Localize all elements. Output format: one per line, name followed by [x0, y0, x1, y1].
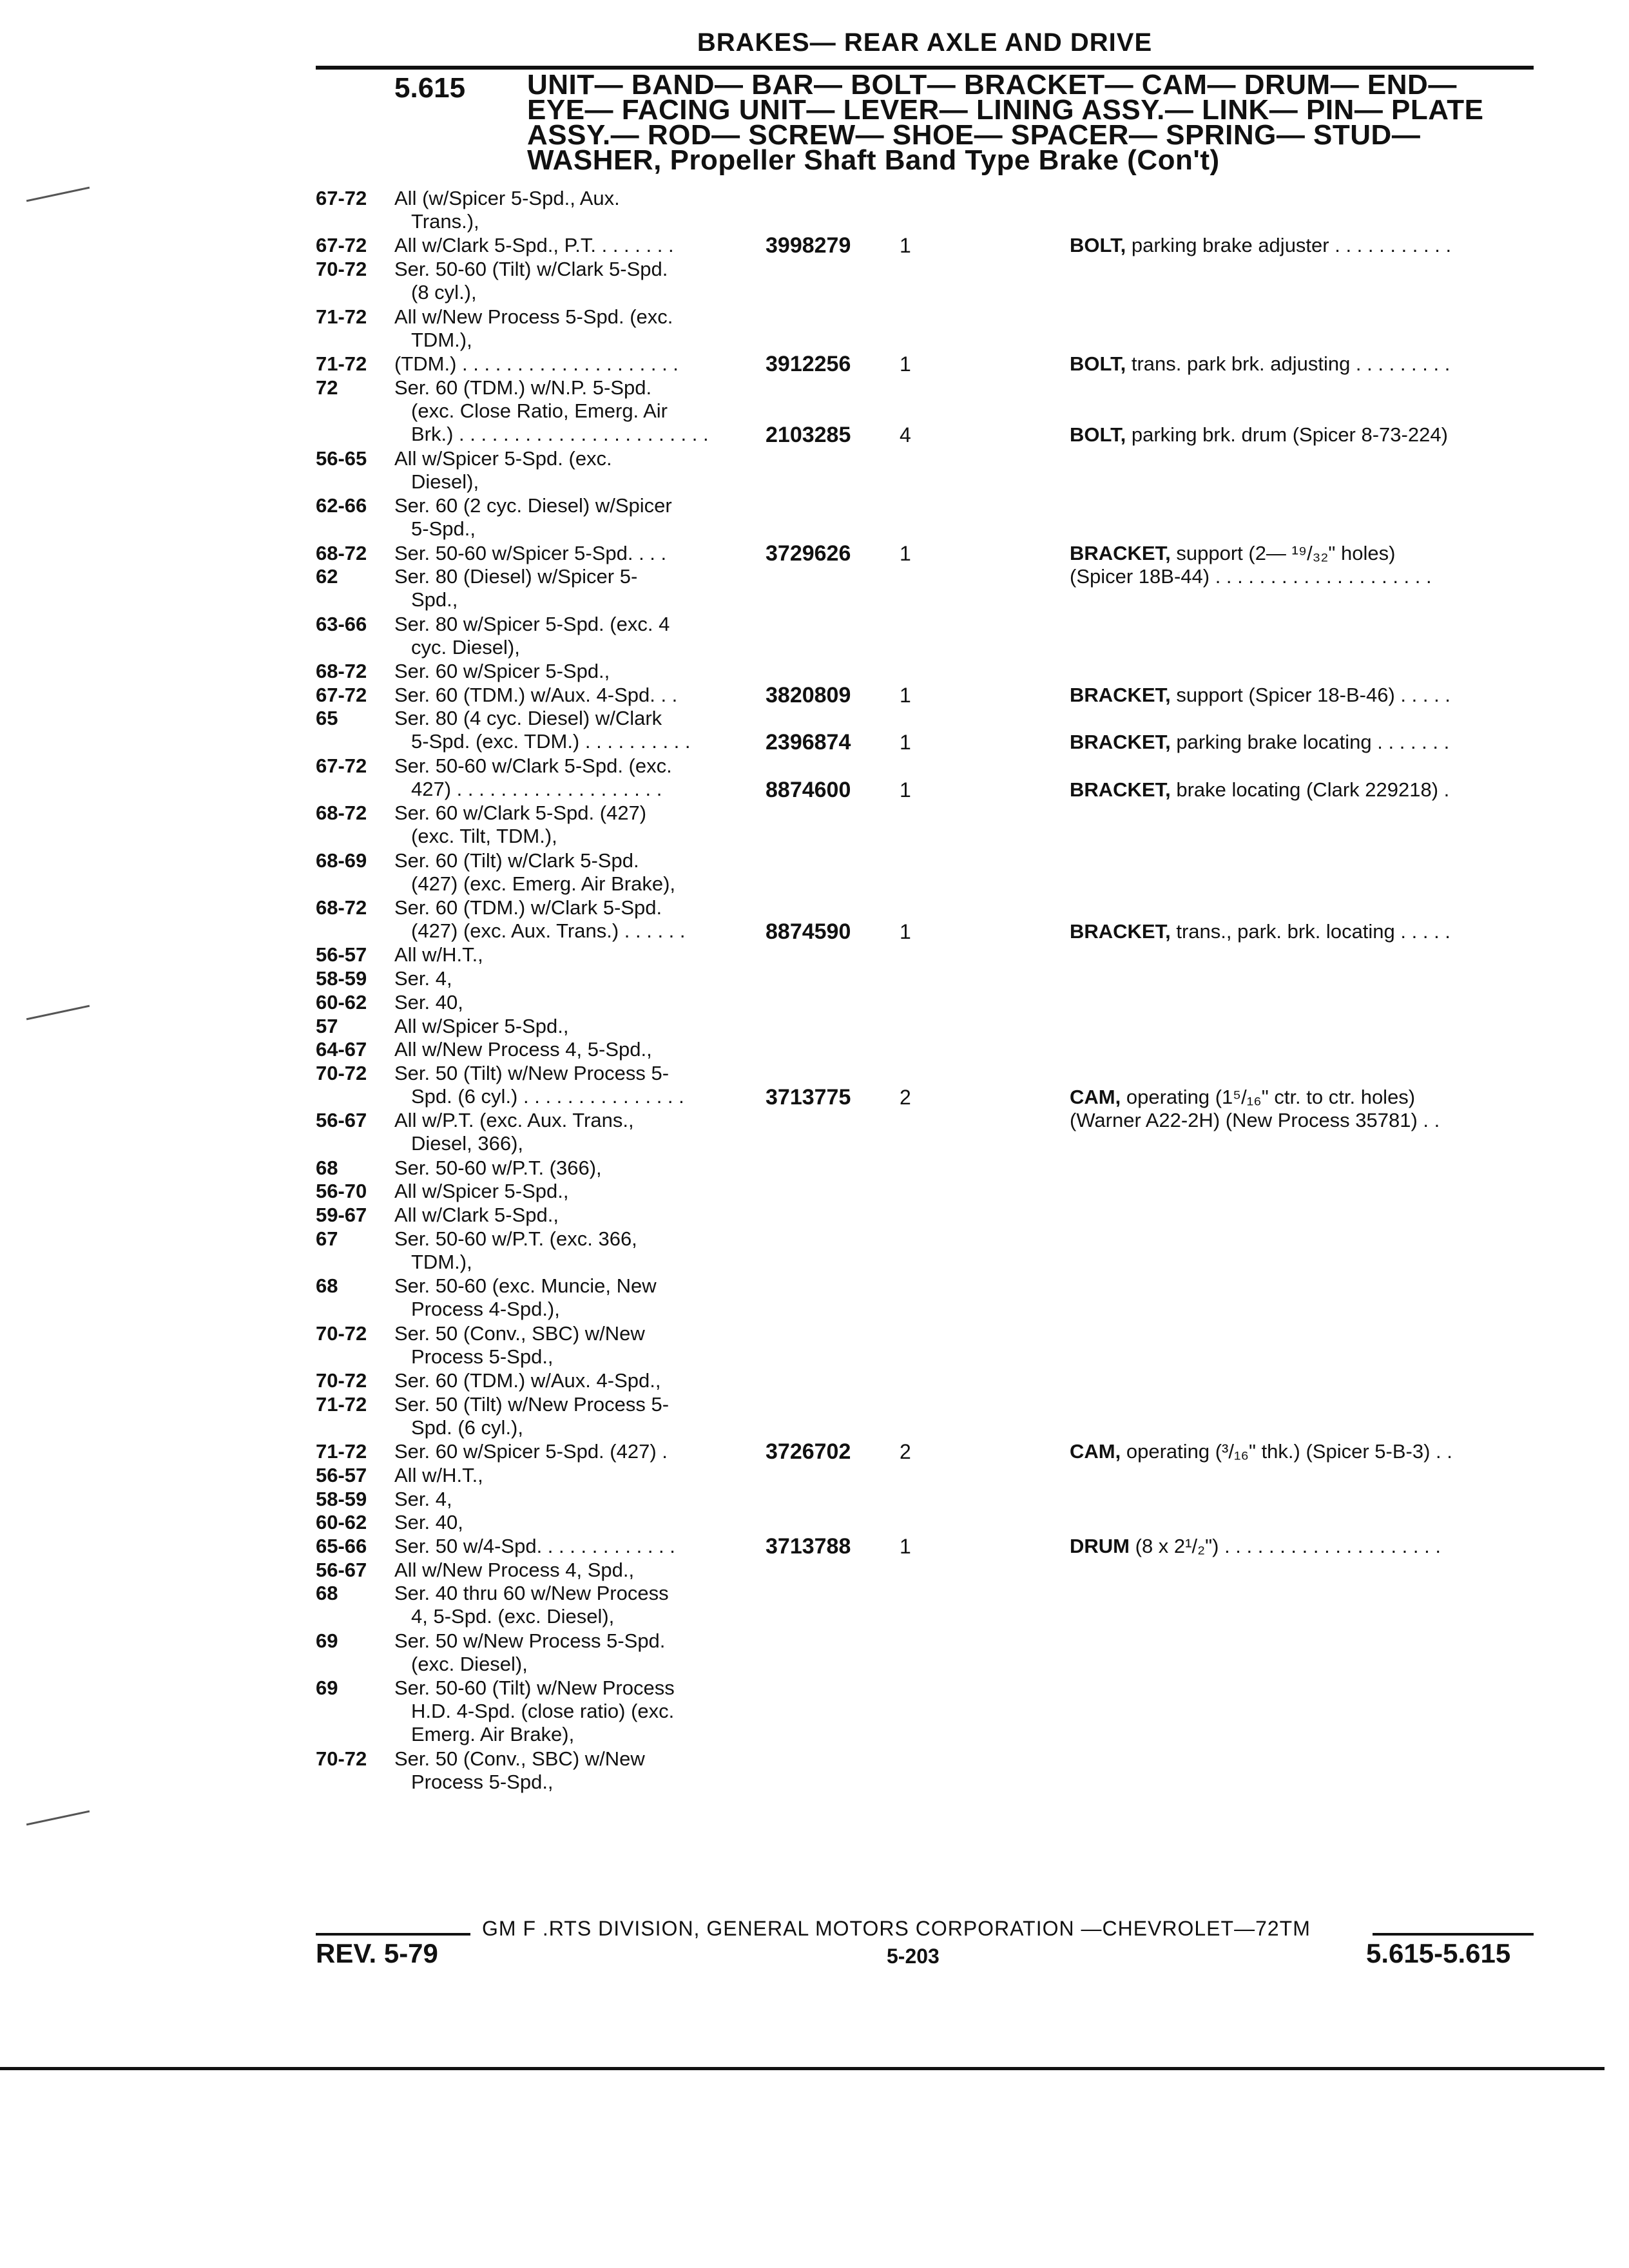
part-name: BRACKET,	[1070, 683, 1171, 706]
punch-mark	[26, 1811, 90, 1826]
application-line: Spd. (6 cyl.) . . . . . . . . . . . . . . .	[411, 1084, 684, 1108]
punch-mark	[26, 1005, 90, 1021]
application-line: TDM.),	[411, 328, 472, 351]
entry-application	[394, 1038, 742, 1061]
part-number: 3820809	[766, 682, 851, 707]
footer-rule-right	[1373, 1933, 1534, 1936]
application-line: Ser. 4,	[394, 1487, 452, 1510]
application-line: Trans.),	[411, 210, 479, 233]
application-line: Ser. 40,	[394, 990, 463, 1014]
application-line: All w/New Process 4, 5-Spd.,	[394, 1038, 652, 1061]
application-line: Spd.,	[411, 588, 458, 611]
quantity: 4	[900, 423, 911, 447]
part-detail: support (2— ¹⁹/₃₂" holes)	[1176, 541, 1396, 564]
part-description	[1070, 1440, 1534, 1463]
entry-application	[394, 1488, 742, 1511]
part-description	[1070, 542, 1534, 588]
application-line: Ser. 50-60 (Tilt) w/Clark 5-Spd.	[394, 258, 668, 281]
part-detail: operating (³/₁₆" thk.) (Spicer 5-B-3) . .	[1126, 1440, 1452, 1463]
part-number: 3713788	[766, 1533, 851, 1559]
application-line: Ser. 80 (Diesel) w/Spicer 5-	[394, 565, 638, 588]
application-line: All w/Clark 5-Spd.,	[394, 1204, 559, 1227]
part-name: BRACKET,	[1070, 731, 1171, 754]
application-line: Ser. 60 (2 cyc. Diesel) w/Spicer	[394, 494, 672, 517]
entry-years: 56-57	[316, 943, 367, 966]
entry-years: 68-72	[316, 802, 367, 825]
part-detail: operating (1⁵/₁₆" ctr. to ctr. holes)	[1126, 1085, 1416, 1108]
application-line: (exc. Diesel),	[411, 1652, 528, 1675]
entry-application	[394, 1747, 742, 1794]
quantity: 1	[900, 234, 911, 258]
entry-years: 58-59	[316, 967, 367, 990]
entry-years: 68	[316, 1274, 338, 1298]
entry-application	[394, 1559, 742, 1582]
application-line: Ser. 60 (Tilt) w/Clark 5-Spd.	[394, 849, 639, 872]
part-detail: parking brake adjuster . . . . . . . . . . .	[1131, 234, 1452, 257]
entry-application	[394, 447, 742, 494]
entry-application	[394, 660, 742, 683]
entry-application	[394, 1062, 742, 1108]
application-line: All w/Spicer 5-Spd.,	[394, 1180, 569, 1203]
quantity: 1	[900, 731, 911, 754]
entry-years: 60-62	[316, 1511, 367, 1534]
application-line: Spd. (6 cyl.),	[411, 1416, 523, 1439]
entry-application	[394, 1157, 742, 1180]
quantity: 2	[900, 1440, 911, 1464]
application-line: Ser. 50 (Tilt) w/New Process 5-	[394, 1392, 670, 1416]
entry-application	[394, 1464, 742, 1487]
application-line: Ser. 40 thru 60 w/New Process	[394, 1582, 669, 1605]
entry-application	[394, 684, 742, 707]
entry-application	[394, 1511, 742, 1534]
entry-years: 58-59	[316, 1487, 367, 1510]
application-line: Emerg. Air Brake),	[411, 1723, 575, 1746]
footer-division: GM F .RTS DIVISION, GENERAL MOTORS CORPORATION —CHEVROLET—72TM	[482, 1917, 1311, 1940]
part-name: DRUM	[1070, 1534, 1130, 1557]
entry-application	[394, 1180, 742, 1203]
application-line: All w/P.T. (exc. Aux. Trans.,	[394, 1109, 634, 1132]
section-title-line: EYE— FACING UNIT— LEVER— LINING ASSY.— LINK— PIN— PLATE	[527, 94, 1484, 126]
application-line: Ser. 50-60 (exc. Muncie, New	[394, 1274, 657, 1298]
section-number: 5.615	[394, 72, 466, 104]
part-detail: parking brake locating . . . . . . .	[1176, 731, 1450, 754]
part-number: 3726702	[766, 1439, 851, 1465]
application-line: Brk.) . . . . . . . . . . . . . . . . . . . . . . .	[411, 422, 709, 445]
part-detail: trans. park brk. adjusting . . . . . . . . .	[1131, 352, 1451, 375]
entry-years: 69	[316, 1629, 338, 1652]
entry-years: 60-62	[316, 990, 367, 1014]
entry-years: 71-72	[316, 305, 367, 328]
part-number: 8874600	[766, 777, 851, 802]
application-line: Ser. 40,	[394, 1511, 463, 1534]
application-line: Ser. 50-60 w/P.T. (exc. 366,	[394, 1227, 637, 1250]
application-line: (427) (exc. Emerg. Air Brake),	[411, 872, 676, 895]
application-line: Ser. 60 (TDM.) w/N.P. 5-Spd.	[394, 376, 652, 399]
application-line: All w/New Process 4, Spd.,	[394, 1558, 635, 1581]
entry-application	[394, 967, 742, 990]
entry-application	[394, 258, 742, 304]
entry-years: 71-72	[316, 352, 367, 375]
entry-years: 68-72	[316, 660, 367, 682]
entry-years: 72	[316, 376, 338, 399]
application-line: Ser. 60 w/Clark 5-Spd. (427)	[394, 802, 647, 825]
entry-years: 68-72	[316, 541, 367, 564]
entry-years: 56-57	[316, 1463, 367, 1486]
part-number: 3912256	[766, 351, 851, 376]
part-number: 3713775	[766, 1084, 851, 1110]
entry-application	[394, 1109, 742, 1155]
application-line: Process 5-Spd.,	[411, 1345, 554, 1368]
quantity: 1	[900, 1534, 911, 1558]
quantity: 2	[900, 1085, 911, 1109]
application-line: (427) (exc. Aux. Trans.) . . . . . .	[411, 919, 686, 942]
entry-years: 56-65	[316, 447, 367, 470]
entry-application	[394, 754, 742, 801]
entry-application	[394, 542, 742, 565]
part-name: BRACKET,	[1070, 919, 1171, 943]
section-title-line: WASHER, Propeller Shaft Band Type Brake (Con't)	[527, 144, 1220, 176]
application-line: Process 4-Spd.),	[411, 1298, 560, 1321]
part-name: BOLT,	[1070, 234, 1126, 257]
application-line: Ser. 60 w/Spicer 5-Spd.,	[394, 660, 610, 682]
entry-years: 56-70	[316, 1180, 367, 1203]
entry-years: 67	[316, 1227, 338, 1250]
entry-application	[394, 234, 742, 257]
part-description	[1070, 731, 1534, 754]
page-header	[316, 30, 1534, 70]
application-line: Ser. 50-60 w/Clark 5-Spd. (exc.	[394, 754, 672, 777]
part-detail: (8 x 2¹/₂") . . . . . . . . . . . . . . . . . . . .	[1135, 1534, 1441, 1557]
quantity: 1	[900, 683, 911, 707]
part-number: 2103285	[766, 423, 851, 447]
application-line: H.D. 4-Spd. (close ratio) (exc.	[411, 1700, 675, 1723]
entry-years: 65	[316, 707, 338, 730]
entry-application	[394, 1535, 742, 1558]
application-line: Diesel, 366),	[411, 1132, 524, 1155]
part-description	[1070, 684, 1534, 707]
application-line: All (w/Spicer 5-Spd., Aux.	[394, 187, 620, 209]
entry-years: 70-72	[316, 1747, 367, 1771]
part-name: CAM,	[1070, 1085, 1121, 1108]
application-line: Ser. 50 w/4-Spd. . . . . . . . . . . . .	[394, 1534, 675, 1557]
entry-application	[394, 849, 742, 896]
application-line: All w/H.T.,	[394, 943, 483, 966]
entry-application	[394, 896, 742, 943]
application-line: Ser. 50 w/New Process 5-Spd.	[394, 1629, 666, 1652]
entry-application	[394, 1015, 742, 1038]
quantity: 1	[900, 541, 911, 565]
entry-years: 67-72	[316, 754, 367, 777]
entry-application	[394, 305, 742, 352]
entry-application	[394, 613, 742, 659]
entry-years: 57	[316, 1014, 338, 1037]
part-detail-cont: (Spicer 18B-44) . . . . . . . . . . . . . . . . . . . .	[1070, 564, 1432, 588]
application-line: Process 5-Spd.,	[411, 1771, 554, 1794]
part-number: 3729626	[766, 541, 851, 566]
part-name: CAM,	[1070, 1440, 1121, 1463]
entry-application	[394, 1227, 742, 1274]
entry-application	[394, 1582, 742, 1628]
entry-years: 62	[316, 565, 338, 588]
entry-application	[394, 1204, 742, 1227]
part-detail: support (Spicer 18-B-46) . . . . .	[1176, 683, 1451, 706]
quantity: 1	[900, 352, 911, 376]
application-line: Ser. 50 (Conv., SBC) w/New	[394, 1321, 645, 1345]
application-line: 4, 5-Spd. (exc. Diesel),	[411, 1605, 615, 1628]
application-line: Diesel),	[411, 470, 479, 493]
entry-years: 67-72	[316, 187, 367, 209]
entry-years: 71-72	[316, 1392, 367, 1416]
part-name: BRACKET,	[1070, 541, 1171, 564]
entry-application	[394, 376, 742, 446]
entry-application	[394, 1322, 742, 1369]
part-description	[1070, 423, 1534, 447]
page-title: BRAKES— REAR AXLE AND DRIVE	[697, 28, 1153, 57]
entry-years: 67-72	[316, 234, 367, 257]
application-line: (exc. Tilt, TDM.),	[411, 825, 557, 848]
application-line: Ser. 50-60 w/Spicer 5-Spd. . . .	[394, 541, 667, 564]
part-detail: trans., park. brk. locating . . . . .	[1176, 919, 1451, 943]
application-line: 5-Spd.,	[411, 517, 476, 541]
entry-application	[394, 1677, 742, 1746]
quantity: 1	[900, 778, 911, 802]
application-line: Ser. 80 (4 cyc. Diesel) w/Clark	[394, 707, 662, 730]
entry-application	[394, 991, 742, 1014]
part-name: BOLT,	[1070, 423, 1126, 446]
footer-revision: REV. 5-79	[316, 1938, 438, 1968]
application-line: Ser. 4,	[394, 967, 452, 990]
quantity: 1	[900, 919, 911, 943]
application-line: Ser. 60 (TDM.) w/Aux. 4-Spd. . .	[394, 683, 678, 706]
application-line: TDM.),	[411, 1250, 472, 1273]
entry-application	[394, 187, 742, 233]
entry-years: 70-72	[316, 1061, 367, 1084]
application-line: (exc. Close Ratio, Emerg. Air	[411, 399, 668, 422]
application-line: All w/New Process 5-Spd. (exc.	[394, 305, 673, 328]
entry-application	[394, 1393, 742, 1439]
entry-years: 71-72	[316, 1440, 367, 1463]
application-line: Ser. 60 (TDM.) w/Clark 5-Spd.	[394, 896, 662, 919]
application-line: 5-Spd. (exc. TDM.) . . . . . . . . . .	[411, 730, 691, 753]
part-description	[1070, 920, 1534, 943]
application-line: Ser. 50 (Conv., SBC) w/New	[394, 1747, 645, 1771]
application-line: Ser. 60 w/Spicer 5-Spd. (427) .	[394, 1440, 668, 1463]
entry-application	[394, 802, 742, 848]
part-description	[1070, 1086, 1534, 1132]
footer-page-number: 5-203	[887, 1945, 940, 1968]
entry-years: 63-66	[316, 612, 367, 635]
entry-application	[394, 1274, 742, 1321]
entry-years: 70-72	[316, 1321, 367, 1345]
entry-years: 62-66	[316, 494, 367, 517]
entry-years: 67-72	[316, 683, 367, 706]
application-line: (TDM.) . . . . . . . . . . . . . . . . . . . .	[394, 352, 679, 375]
application-line: All w/Spicer 5-Spd. (exc.	[394, 447, 612, 470]
entry-application	[394, 494, 742, 541]
entry-application	[394, 943, 742, 966]
entry-years: 68-69	[316, 849, 367, 872]
entry-years: 70-72	[316, 258, 367, 281]
application-line: Ser. 50-60 w/P.T. (366),	[394, 1156, 602, 1179]
part-description	[1070, 234, 1534, 257]
part-description	[1070, 778, 1534, 802]
section-title-line: UNIT— BAND— BAR— BOLT— BRACKET— CAM— DRUM— END—	[527, 69, 1457, 101]
part-number: 8874590	[766, 919, 851, 944]
entry-years: 59-67	[316, 1204, 367, 1227]
entry-application	[394, 1629, 742, 1676]
entry-years: 68	[316, 1156, 338, 1179]
entry-years: 69	[316, 1677, 338, 1700]
part-number: 3998279	[766, 233, 851, 258]
footer-rule-left	[316, 1933, 470, 1936]
application-line: 427) . . . . . . . . . . . . . . . . . . .	[411, 777, 662, 800]
part-name: BRACKET,	[1070, 778, 1171, 801]
entry-years: 64-67	[316, 1038, 367, 1061]
section-title	[527, 69, 1532, 176]
entry-application	[394, 1440, 742, 1463]
application-line: (8 cyl.),	[411, 281, 477, 304]
part-description	[1070, 352, 1534, 376]
part-number: 2396874	[766, 730, 851, 755]
application-line: Ser. 60 (TDM.) w/Aux. 4-Spd.,	[394, 1369, 661, 1392]
application-line: All w/Clark 5-Spd., P.T. . . . . . . .	[394, 234, 674, 257]
footer-section-range: 5.615-5.615	[1366, 1938, 1511, 1968]
entry-years: 56-67	[316, 1109, 367, 1132]
part-detail: brake locating (Clark 229218) .	[1176, 778, 1450, 801]
application-line: All w/Spicer 5-Spd.,	[394, 1014, 569, 1037]
part-detail-cont: (Warner A22-2H) (New Process 35781) . .	[1070, 1108, 1440, 1131]
application-line: All w/H.T.,	[394, 1463, 483, 1486]
section-title-line: ASSY.— ROD— SCREW— SHOE— SPACER— SPRING— STUD—	[527, 119, 1421, 151]
entry-application	[394, 707, 742, 753]
application-line: cyc. Diesel),	[411, 635, 520, 658]
entry-years: 56-67	[316, 1558, 367, 1581]
entry-years: 68-72	[316, 896, 367, 919]
entry-years: 70-72	[316, 1369, 367, 1392]
part-detail: parking brk. drum (Spicer 8-73-224)	[1131, 423, 1448, 446]
application-line: Ser. 80 w/Spicer 5-Spd. (exc. 4	[394, 612, 670, 635]
part-name: BOLT,	[1070, 352, 1126, 375]
application-line: Ser. 50 (Tilt) w/New Process 5-	[394, 1061, 670, 1084]
entry-application	[394, 1369, 742, 1392]
bottom-rule	[0, 2067, 1605, 2070]
application-line: Ser. 50-60 (Tilt) w/New Process	[394, 1677, 675, 1700]
entry-years: 68	[316, 1582, 338, 1605]
entry-application	[394, 352, 742, 376]
entry-years: 65-66	[316, 1534, 367, 1557]
part-description	[1070, 1535, 1534, 1558]
punch-mark	[26, 187, 90, 202]
entry-application	[394, 565, 742, 611]
